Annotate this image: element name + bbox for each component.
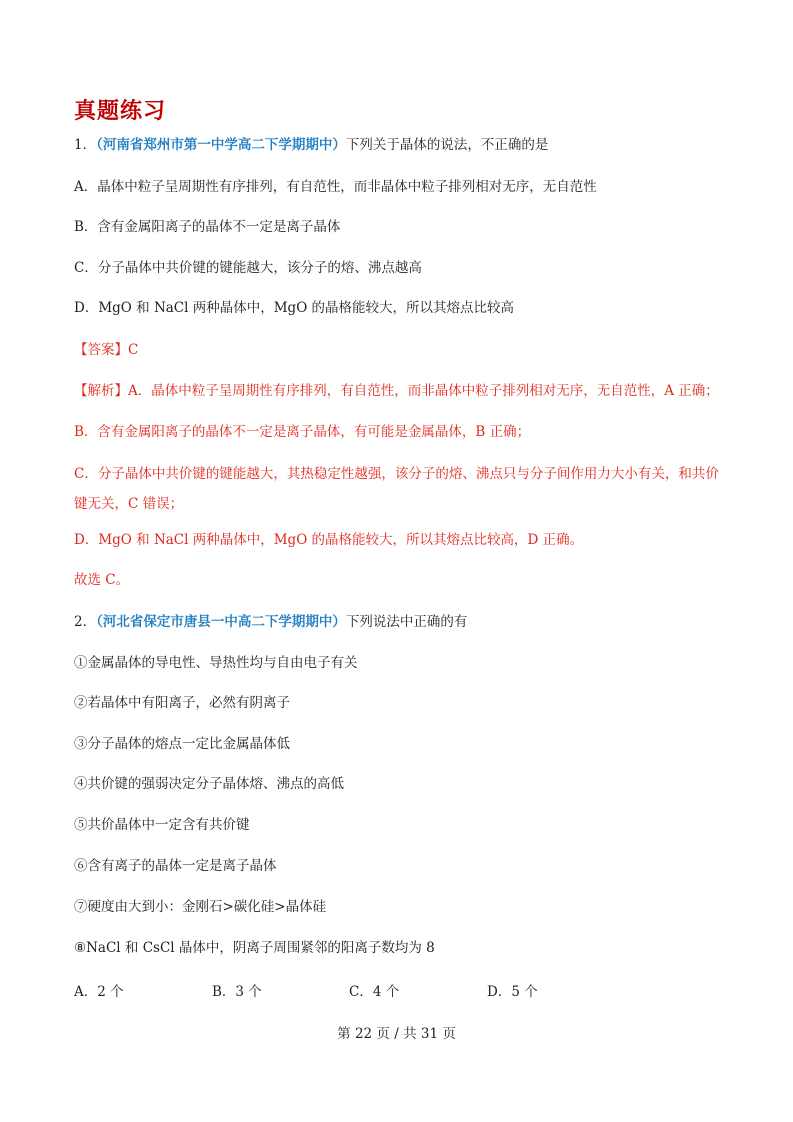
question-2-stem xyxy=(74,612,467,632)
analysis-d: D．MgO 和 NaCl 两种晶体中，MgO 的晶格能较大，所以其熔点比较高，D 正确。 xyxy=(74,532,584,548)
analysis-label: 【解析】 xyxy=(74,383,128,399)
question-number: 1． xyxy=(74,137,97,153)
statement-4: ④共价键的强弱决定分子晶体熔、沸点的高低 xyxy=(74,776,344,792)
answer-label: 【答案】 xyxy=(74,342,128,358)
option-b: B．含有金属阳离子的晶体不一定是离子晶体 xyxy=(74,219,341,235)
answer-value: C xyxy=(128,342,139,358)
question-number: 2． xyxy=(74,614,97,630)
statement-5: ⑤共价晶体中一定含有共价键 xyxy=(74,817,250,833)
conclusion: 故选 C。 xyxy=(74,572,130,588)
analysis-b: B．含有金属阳离子的晶体不一定是离子晶体，有可能是金属晶体，B 正确； xyxy=(74,424,531,440)
analysis-a xyxy=(74,381,719,401)
choice-d: D．5 个 xyxy=(487,984,538,1000)
statement-2: ②若晶体中有阳离子，必然有阴离子 xyxy=(74,695,290,711)
statement-1: ①金属晶体的导电性、导热性均与自由电子有关 xyxy=(74,655,358,671)
answer-line xyxy=(74,340,138,360)
choice-a: A．2 个 xyxy=(74,984,124,1000)
option-a: A．晶体中粒子呈周期性有序排列，有自范性，而非晶体中粒子排列相对无序，无自范性 xyxy=(74,179,597,195)
statement-8: ⑧NaCl 和 CsCl 晶体中，阴离子周围紧邻的阳离子数均为 8 xyxy=(74,940,435,956)
analysis-c: C．分子晶体中共价键的键能越大，其热稳定性越强，该分子的熔、沸点只与分子间作用力大小有关，和共价键无关，C 错误； xyxy=(74,466,719,512)
section-title: 真题练习 xyxy=(74,98,167,124)
page-footer: 第 22 页 / 共 31 页 xyxy=(337,1026,456,1042)
statement-3: ③分子晶体的熔点一定比金属晶体低 xyxy=(74,736,290,752)
option-c: C．分子晶体中共价键的键能越大，该分子的熔、沸点越高 xyxy=(74,260,422,276)
statement-6: ⑥含有离子的晶体一定是离子晶体 xyxy=(74,858,277,874)
question-text: 下列关于晶体的说法，不正确的是 xyxy=(345,137,549,153)
question-text: 下列说法中正确的有 xyxy=(345,614,468,630)
analysis-text: A．晶体中粒子呈周期性有序排列，有自范性，而非晶体中粒子排列相对无序，无自范性，A 正确； xyxy=(128,383,719,399)
question-1-stem xyxy=(74,135,548,155)
statement-7: ⑦硬度由大到小：金刚石>碳化硅>晶体硅 xyxy=(74,899,327,915)
option-d: D．MgO 和 NaCl 两种晶体中，MgO 的晶格能较大，所以其熔点比较高 xyxy=(74,300,515,316)
question-source: （河北省保定市唐县一中高二下学期期中） xyxy=(96,614,346,630)
question-source: （河南省郑州市第一中学高二下学期期中） xyxy=(96,137,346,153)
choice-b: B．3 个 xyxy=(212,984,262,1000)
choice-c: C．4 个 xyxy=(349,984,400,1000)
